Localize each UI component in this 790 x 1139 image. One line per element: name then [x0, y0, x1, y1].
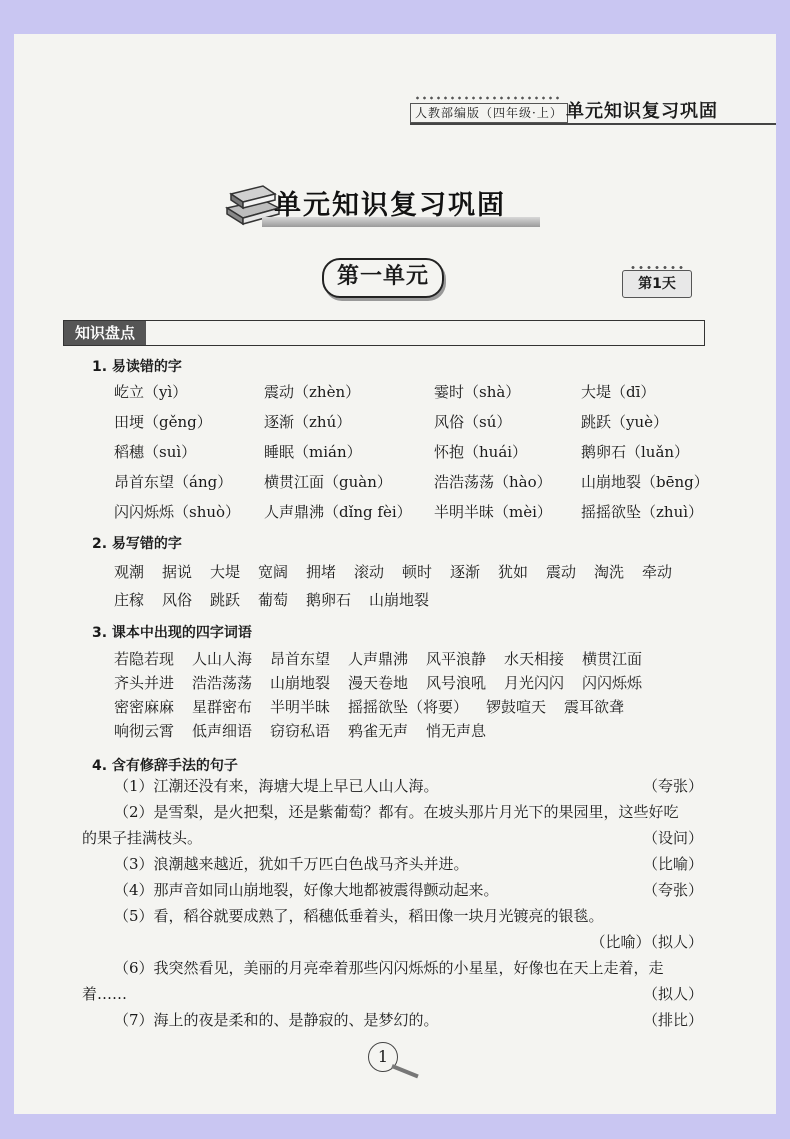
word-item: 风俗: [162, 591, 193, 609]
banner-title: 单元知识复习巩固: [274, 190, 506, 221]
word-item: 跳跃: [210, 591, 241, 609]
rhetoric-tag: （设问）: [642, 829, 703, 847]
phrase-item: 星群密布: [192, 698, 253, 716]
word-item: 庄稼: [114, 591, 145, 609]
word-item: 风俗（sú）: [434, 413, 512, 431]
word-item: 葡萄: [258, 591, 289, 609]
header-title: 单元知识复习巩固: [566, 101, 718, 122]
word-item: 田埂（gěng）: [114, 413, 212, 431]
word-item: 震动（zhèn）: [264, 383, 361, 401]
phrase-item: 水天相接: [504, 650, 565, 668]
s2-heading: 2. 易写错的字: [92, 536, 182, 552]
sentence-line: （5）看，稻谷就要成熟了，稻穗低垂着头，稻田像一块月光镀亮的银毯。: [114, 907, 604, 925]
phrase-item: 人山人海: [192, 650, 253, 668]
day-badge: 第1天: [622, 270, 692, 298]
phrase-item: 齐头并进: [114, 674, 175, 692]
word-item: 逐渐: [450, 563, 481, 581]
word-item: 屹立（yì）: [114, 383, 188, 401]
word-item: 震动: [546, 563, 577, 581]
phrase-item: 漫天卷地: [348, 674, 409, 692]
header-dots: [414, 96, 560, 100]
header-edition: 人教部编版（四年级·上）: [410, 103, 568, 123]
rhetoric-tag: （比喻）（拟人）: [590, 933, 703, 951]
word-item: 逐渐（zhú）: [264, 413, 352, 431]
phrase-item: 闪闪烁烁: [582, 674, 643, 692]
word-item: 跳跃（yuè）: [581, 413, 669, 431]
sentence-line: （6）我突然看见，美丽的月亮牵着那些闪闪烁烁的小星星，好像也在天上走着，走: [114, 959, 664, 977]
sentence-line: （1）江潮还没有来，海塘大堤上早已人山人海。: [114, 777, 439, 795]
unit-title: 第一单元: [322, 258, 444, 298]
s3-heading: 3. 课本中出现的四字词语: [92, 625, 252, 641]
phrase-item: 风平浪静: [426, 650, 487, 668]
word-item: 宽阔: [258, 563, 289, 581]
header-rule: [410, 123, 776, 125]
rhetoric-tag: （拟人）: [642, 985, 703, 1003]
word-item: 滚动: [354, 563, 385, 581]
sentence-line: 的果子挂满枝头。: [82, 829, 203, 847]
phrase-item: 低声细语: [192, 722, 253, 740]
phrase-item: 风号浪吼: [426, 674, 487, 692]
sentence-line: 着……: [82, 985, 128, 1003]
word-item: 观潮: [114, 563, 145, 581]
word-item: 摇摇欲坠（zhuì）: [581, 503, 704, 521]
phrase-item: 半明半昧: [270, 698, 331, 716]
word-item: 犹如: [498, 563, 529, 581]
word-item: 人声鼎沸（dǐng fèi）: [264, 503, 412, 521]
word-item: 据说: [162, 563, 193, 581]
phrase-item: 若隐若现: [114, 650, 175, 668]
s1-heading: 1. 易读错的字: [92, 359, 182, 375]
word-item: 闪闪烁烁（shuò）: [114, 503, 241, 521]
sentence-line: （7）海上的夜是柔和的、是静寂的、是梦幻的。: [114, 1011, 439, 1029]
word-item: 山崩地裂: [369, 591, 430, 609]
phrase-item: 人声鼎沸: [348, 650, 409, 668]
rhetoric-tag: （夸张）: [642, 777, 703, 795]
page-number: 1: [368, 1042, 398, 1072]
word-item: 淘洗: [594, 563, 625, 581]
phrase-item: 摇摇欲坠（将要）: [348, 698, 469, 716]
phrase-item: 密密麻麻: [114, 698, 175, 716]
phrase-item: 山崩地裂: [270, 674, 331, 692]
word-item: 顿时: [402, 563, 433, 581]
word-item: 稻穗（suì）: [114, 443, 197, 461]
word-item: 昂首东望（áng）: [114, 473, 233, 491]
sentence-line: （3）浪潮越来越近，犹如千万匹白色战马齐头并进。: [114, 855, 469, 873]
word-item: 大堤: [210, 563, 241, 581]
phrase-item: 响彻云霄: [114, 722, 175, 740]
word-item: 大堤（dī）: [581, 383, 656, 401]
section-header: [63, 320, 705, 346]
word-item: 霎时（shà）: [434, 383, 521, 401]
phrase-item: 锣鼓喧天: [486, 698, 547, 716]
rhetoric-tag: （比喻）: [642, 855, 703, 873]
word-item: 怀抱（huái）: [434, 443, 528, 461]
word-item: 牵动: [642, 563, 673, 581]
phrase-item: 鸦雀无声: [348, 722, 409, 740]
rhetoric-tag: （夸张）: [642, 881, 703, 899]
phrase-item: 悄无声息: [426, 722, 487, 740]
phrase-item: 窃窃私语: [270, 722, 331, 740]
phrase-item: 横贯江面: [582, 650, 643, 668]
s4-heading: 4. 含有修辞手法的句子: [92, 758, 238, 774]
word-item: 鹅卵石（luǎn）: [581, 443, 690, 461]
word-item: 睡眠（mián）: [264, 443, 362, 461]
word-item: 鹅卵石: [306, 591, 352, 609]
phrase-item: 月光闪闪: [504, 674, 565, 692]
phrase-item: 昂首东望: [270, 650, 331, 668]
sentence-line: （2）是雪梨，是火把梨，还是紫葡萄？都有。在坡头那片月光下的果园里，这些好吃: [114, 803, 679, 821]
word-item: 山崩地裂（bēng）: [581, 473, 709, 491]
phrase-item: 震耳欲聋: [564, 698, 625, 716]
word-item: 拥堵: [306, 563, 337, 581]
section-label: 知识盘点: [64, 321, 146, 345]
word-item: 横贯江面（guàn）: [264, 473, 392, 491]
rhetoric-tag: （排比）: [642, 1011, 703, 1029]
word-item: 半明半昧（mèi）: [434, 503, 552, 521]
phrase-item: 浩浩荡荡: [192, 674, 253, 692]
sentence-line: （4）那声音如同山崩地裂，好像大地都被震得颤动起来。: [114, 881, 499, 899]
word-item: 浩浩荡荡（hào）: [434, 473, 552, 491]
